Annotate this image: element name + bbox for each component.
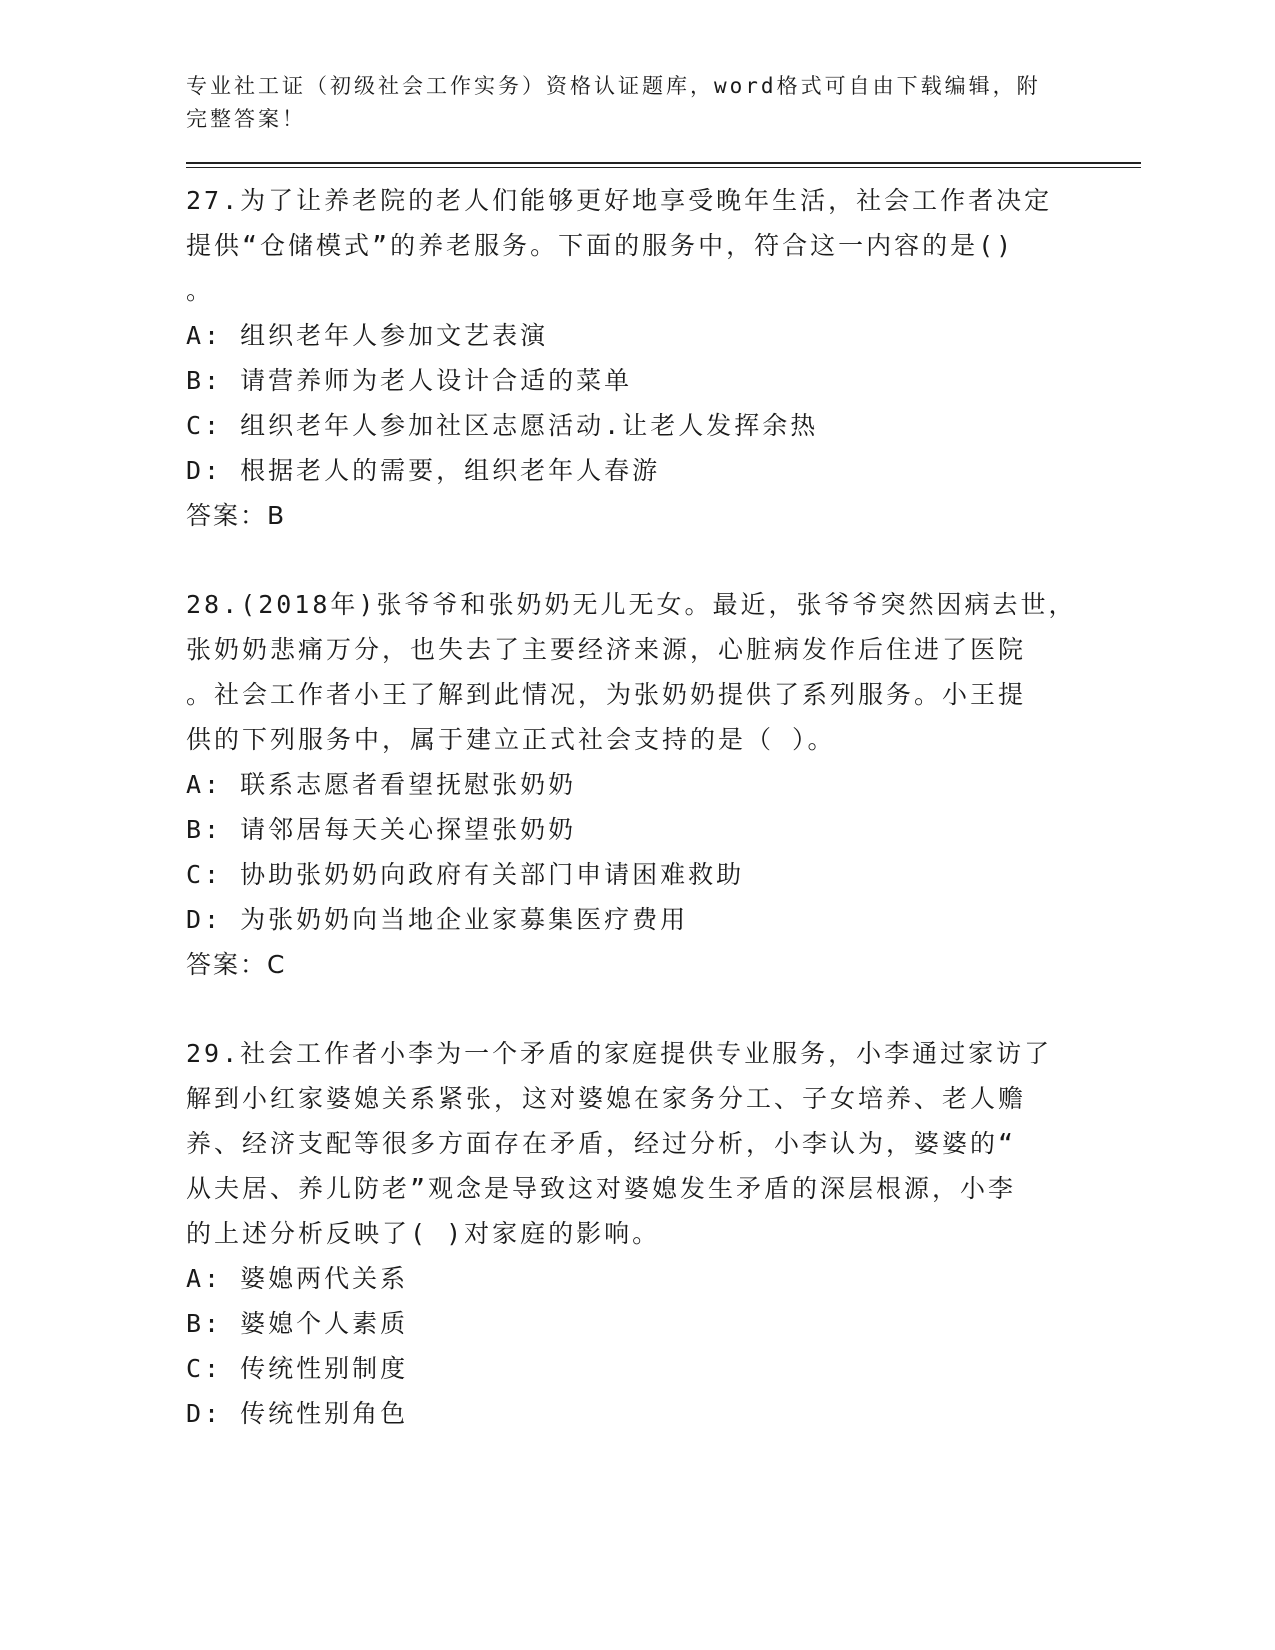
option-d: D: 根据老人的需要，组织老年人春游 [186, 456, 661, 485]
answer-label: 答案：C [186, 950, 287, 979]
question-text: 提供“仓储模式”的养老服务。下面的服务中，符合这一内容的是() [186, 231, 1015, 260]
option-b: B: 请营养师为老人设计合适的菜单 [186, 366, 633, 395]
divider-thick-line [186, 162, 1141, 164]
question-text: 张奶奶悲痛万分，也失去了主要经济来源，心脏病发作后住进了医院 [186, 635, 1027, 664]
question-27 [186, 178, 1141, 538]
question-text: 28.(2018年)张爷爷和张奶奶无儿无女。最近，张爷爷突然因病去世， [186, 590, 1077, 619]
question-29 [186, 1031, 1141, 1436]
question-text: 解到小红家婆媳关系紧张，这对婆媳在家务分工、子女培养、老人赡 [186, 1084, 1027, 1113]
option-a: A: 联系志愿者看望抚慰张奶奶 [186, 770, 577, 799]
question-text: 供的下列服务中，属于建立正式社会支持的是（ ）。 [186, 725, 836, 754]
option-c: C: 组织老年人参加社区志愿活动.让老人发挥余热 [186, 411, 819, 440]
question-28 [186, 582, 1141, 987]
question-text: 。 [186, 276, 215, 305]
option-b: B: 请邻居每天关心探望张奶奶 [186, 815, 577, 844]
header-divider [186, 162, 1141, 168]
option-d: D: 为张奶奶向当地企业家募集医疗费用 [186, 905, 689, 934]
header-line-2: 完整答案！ [186, 107, 306, 131]
question-text: 29.社会工作者小李为一个矛盾的家庭提供专业服务，小李通过家访了 [186, 1039, 1053, 1068]
option-d: D: 传统性别角色 [186, 1399, 409, 1428]
option-c: C: 传统性别制度 [186, 1354, 409, 1383]
question-text: 27.为了让养老院的老人们能够更好地享受晚年生活，社会工作者决定 [186, 186, 1053, 215]
question-text: 。社会工作者小王了解到此情况，为张奶奶提供了系列服务。小王提 [186, 680, 1027, 709]
question-text: 的上述分析反映了( )对家庭的影响。 [186, 1219, 661, 1248]
question-text: 从夫居、养儿防老”观念是导致这对婆媳发生矛盾的深层根源，小李 [186, 1174, 1017, 1203]
question-text: 养、经济支配等很多方面存在矛盾，经过分析，小李认为，婆婆的“ [186, 1129, 1017, 1158]
document-header [186, 70, 1141, 136]
option-a: A: 组织老年人参加文艺表演 [186, 321, 549, 350]
option-c: C: 协助张奶奶向政府有关部门申请困难救助 [186, 860, 745, 889]
header-line-1: 专业社工证（初级社会工作实务）资格认证题库，word格式可自由下载编辑，附 [186, 74, 1041, 98]
option-b: B: 婆媳个人素质 [186, 1309, 409, 1338]
option-a: A: 婆媳两代关系 [186, 1264, 409, 1293]
document-page [186, 70, 1141, 1436]
divider-thin-line [186, 167, 1141, 168]
answer-label: 答案：B [186, 501, 287, 530]
